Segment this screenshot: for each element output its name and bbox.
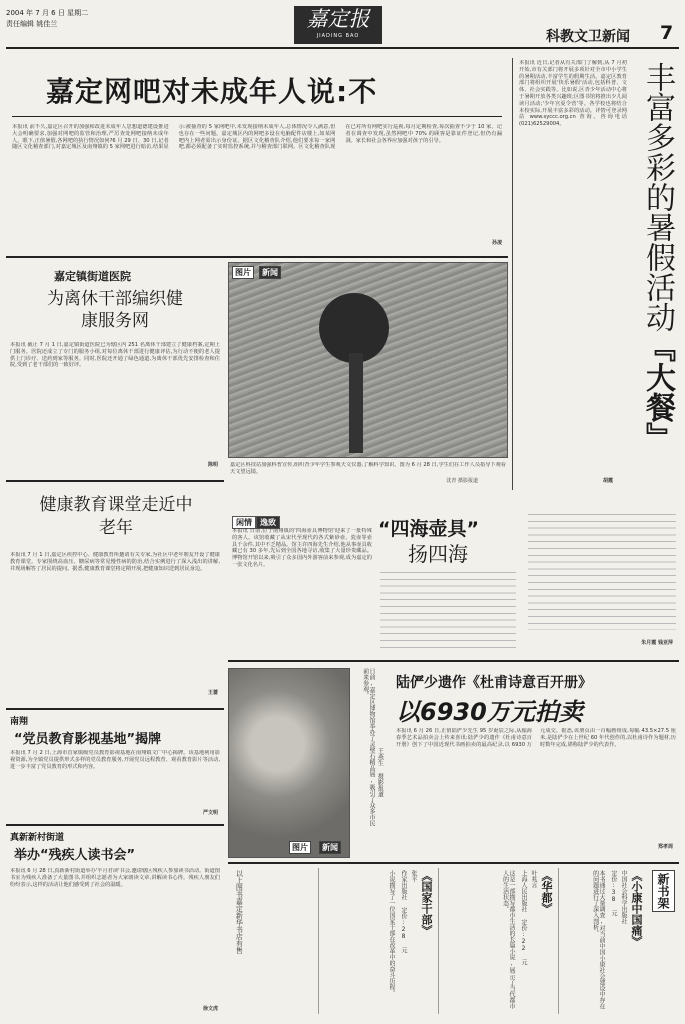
leisure-tag-2: 逸致 bbox=[256, 516, 280, 529]
masthead-logo bbox=[294, 6, 382, 44]
auction-body: 本报讯 6 月 26 日,正值陆俨少先生 95 岁诞辰之际,从翰海春季艺术品拍卖会上传来喜讯:陆俨少的遗作《杜甫诗意百开册》创下了中国近现代书画拍卖的最高纪录,以 6930 万元成交。据悉,该册页由一百幅画组成,每幅 43.5×27.5 厘米,是陆俨少在上世纪 60 年代创作的,以杜甫诗作为题材,历时数年完成,堪称陆俨少的代表作。 bbox=[396, 728, 676, 748]
health-body: 本报讯 7 月 1 日,嘉定区疾控中心、健康教育所邀请有关专家,为社区中老年朋友开设了健康教育课堂。专家围绕高血压、糖尿病等常见慢性病的防治,结合实例进行了深入浅出的讲解,并现场解答了居民的提问。据悉,健康教育课堂将定期开展,把健康知识送到居民身边。 bbox=[10, 552, 220, 572]
art-photo-tag-news: 新闻 bbox=[319, 841, 341, 854]
stone-photo bbox=[228, 668, 350, 858]
summer-headline-line3: 『大餐』 bbox=[640, 332, 675, 452]
divider-leisure bbox=[228, 660, 679, 662]
art-photo-tag-picture: 图片 bbox=[289, 841, 311, 854]
auction-headline-2: 以6930万元拍卖 bbox=[396, 698, 583, 726]
divider-lead-bottom bbox=[6, 256, 508, 258]
readers-article bbox=[6, 828, 224, 1018]
readers-headline: 举办“残疾人读书会” bbox=[14, 848, 136, 863]
party-article bbox=[6, 712, 224, 822]
section-title: 科教文卫新闻 bbox=[546, 29, 630, 45]
book-1-author: 中国社会科学出版社 bbox=[620, 870, 627, 924]
book-1-title: 《小康中国痛》 bbox=[630, 870, 643, 947]
party-headline: “党员教育影视基地”揭牌 bbox=[14, 732, 162, 747]
leisure-headline-1: “四海壶具” bbox=[378, 518, 479, 540]
art-photo-byline: 王燕生 摄影报道 bbox=[376, 748, 384, 797]
book-2-price: 上海人民出版社 定价:22 元 bbox=[520, 870, 527, 965]
summer-body: 本报讯 近日,记者从有关部门了解到,从 7 月初开始,市有关部门将开展多项针对全市中小学生的暑期活动,丰富学生的假期生活。嘉定区教育部门将组织开展'快乐暑假'活动,包括科普、文体、社会实践等。比如说,区青少年活动中心将于暑期开放各类兴趣班;区图书馆将推出少儿阅读月活动;'少年宫夏令营'等。各学校也将结合本校实际,开展丰富多彩的活动。详情可登录网站 www.syccc.org.cn 查询。咨询电话(021)62529004。 bbox=[519, 60, 627, 128]
book-item-2 bbox=[438, 868, 556, 1014]
summer-byline: 胡霞 bbox=[603, 478, 614, 484]
leisure-tag bbox=[232, 510, 280, 529]
lead-body: 本报讯 前不久,嘉定区召开的加强和改进未成年人思想道德建设推进大会明确要求,加强对网吧的监管和治理,严厉查处网吧接纳未成年人。眼下,正值暑假,各网吧的执行情况如何?6 月 29 日、30 日,记者随区文化稽查部门,对嘉定城区及南翔镇的 5 家网吧进行暗访,结果显示:被抽查的 5 家网吧中,未发现接纳未成年人,总体情况令人满意,但也存在一些问题。嘉定城区内的网吧多设在电脑配件店楼上,如某网吧内上网者需出示身份证。据区文化稽查队介绍,他们要求每一家网吧,都必须配备了实时监控系统,并与稽查部门联网。区文化稽查队现在已对所有网吧实行巡视,每月定期检查,每次抽查不少于 10 家。记者在调查中发现,虽然网吧中 70% 的顾客是靠证件登记,但仍有漏洞。家长和社会各界应加强对孩子的引导。 bbox=[12, 124, 502, 151]
bookshelf-label: 新书架 bbox=[652, 870, 675, 912]
book-1-price: 定价:38 元 bbox=[610, 870, 617, 916]
hospital-kicker: 嘉定镇街道医院 bbox=[54, 270, 131, 283]
leisure-body-right bbox=[528, 510, 676, 630]
photo-tag-picture: 图片 bbox=[232, 266, 254, 279]
leisure-tag-1: 闲情 bbox=[232, 516, 256, 529]
telescope-photo bbox=[228, 262, 508, 458]
health-byline: 王蔷 bbox=[207, 690, 218, 696]
leisure-article bbox=[228, 506, 679, 656]
readers-kicker: 真新新村街道 bbox=[10, 833, 65, 843]
editors: 责任编辑 姚佳兰 bbox=[6, 20, 58, 28]
book-1-blurb: 本书通过大量调查,对当前中国小康社会建设中存在的问题进行了深入剖析。 bbox=[591, 870, 605, 1009]
date-line: 2004 年 7 月 6 日 星期二 bbox=[6, 9, 89, 17]
photo-news-byline: 沈青 摄影报道 bbox=[446, 478, 478, 484]
book-store-note: 以上图书嘉定新华书店有售 bbox=[235, 870, 244, 954]
book-2-author: 叶兆言 bbox=[530, 870, 537, 888]
leisure-byline: 朱月霞 钱亚萍 bbox=[641, 640, 673, 646]
lead-headline: 嘉定网吧对未成年人说:不 bbox=[46, 75, 378, 108]
divider-hospital bbox=[6, 480, 224, 482]
leisure-headline-2: 扬四海 bbox=[408, 542, 468, 566]
health-headline: 健康教育课堂走近中老年 bbox=[39, 495, 193, 538]
hospital-body: 本报讯 截止 7 月 1 日,嘉定镇街道医院已为辖区内 251 名离休干部建立了健康档案,定期上门服务。医院还成立了专门的服务小组,对每位离休干部进行健康评估,为行动不便的老人提供上门诊疗、送药到家等服务。同时,医院还开通了绿色通道,为离休干部优先安排检查和住院,受到了老干部们的一致好评。 bbox=[10, 342, 220, 369]
masthead-title: 嘉定报 bbox=[306, 7, 370, 31]
summer-headline bbox=[633, 62, 677, 502]
book-3-price: 作家出版社 定价:28 元 bbox=[400, 870, 407, 953]
book-3-author: 张平 bbox=[410, 870, 417, 882]
bookshelf bbox=[228, 862, 679, 1018]
book-3-title: 《国家干部》 bbox=[420, 870, 433, 936]
auction-article bbox=[392, 668, 679, 858]
lead-rule bbox=[12, 116, 502, 117]
auction-headline-1: 陆俨少遗作《杜甫诗意百开册》 bbox=[396, 675, 592, 691]
readers-body: 本报讯 6 月 28 日,真新新村街道举办'半月君读'书会,邀请辖区残疾人参加读书活动。街道图书室为残疾人准备了大量图书,并组织志愿者为大家朗读文章,讲解读书心得。残疾人朋友们纷纷表示,这样的活动让他们感受到了社会的温暖。 bbox=[10, 868, 220, 888]
hospital-headline: 为离休干部编织健康服务网 bbox=[47, 289, 183, 331]
readers-byline: 徐文虎 bbox=[202, 1006, 218, 1012]
photo-news-caption: 嘉定区科技站加强科普宣传,组织青少年学生参观天文仪器,了解科学知识。图为 6 月 28 日,学生们在工作人员指导下观看天文望远镜。 bbox=[230, 462, 506, 475]
book-2-blurb: 这是一部描写都市生活的长篇小说,展示了当代都市人的生活状态。 bbox=[501, 870, 515, 1009]
divider-health bbox=[6, 708, 224, 710]
leisure-body-mid bbox=[380, 568, 516, 652]
header-rule bbox=[6, 47, 679, 49]
party-body: 本报讯 7 月 2 日,上海市首家镇级党员教育影视基地在南翔镇文广中心揭牌。该基地利用影视资源,为全镇党员提供形式多样的党员教育服务,开展党员远程教育、观看教育影片等活动,进一步丰富了党员教育的形式和内容。 bbox=[10, 750, 220, 770]
summer-headline-line2: 暑假活动 bbox=[640, 212, 675, 332]
hospital-article bbox=[6, 262, 224, 477]
summer-headline-line1: 丰富多彩的 bbox=[640, 62, 675, 212]
art-photo-block bbox=[228, 668, 388, 858]
header bbox=[0, 0, 685, 52]
party-kicker: 南翔 bbox=[10, 717, 29, 727]
hospital-byline: 陈明 bbox=[207, 462, 218, 468]
book-item-4 bbox=[232, 868, 316, 1014]
lead-byline: 孙凌 bbox=[491, 240, 502, 246]
photo-scene-tripod bbox=[349, 353, 363, 453]
book-item-1 bbox=[558, 868, 646, 1014]
masthead-sub: JIADING BAO bbox=[316, 33, 360, 39]
book-item-3 bbox=[318, 868, 436, 1014]
lead-article bbox=[6, 60, 508, 256]
book-2-title: 《华都》 bbox=[540, 870, 553, 914]
photo-news bbox=[228, 262, 508, 490]
health-article bbox=[6, 484, 224, 706]
leisure-body-left: 本报讯 日前,位于南翔镇的'四海壶具博物馆'迎来了一批特殊的客人。该馆收藏了从宋代至现代的各式紫砂壶、瓷壶等壶具千余件,其中不乏精品。馆主许四海先生介绍,他从事壶具收藏已有 30 多年,先后到全国各地寻访,收集了大量珍贵藏品。博物馆开馆以来,吸引了众多国内外游客前来参观,成为嘉定的一张文化名片。 bbox=[232, 528, 372, 568]
party-byline: 严文明 bbox=[202, 810, 218, 816]
photo-tag-news: 新闻 bbox=[259, 266, 281, 279]
summer-sidebar bbox=[512, 58, 679, 490]
book-3-blurb: 小说描写了一位国家干部在改革中的奋斗历程。 bbox=[388, 870, 395, 996]
auction-byline: 郑孝周 bbox=[657, 844, 673, 850]
divider-party bbox=[6, 824, 224, 826]
art-photo-caption: 日前,嘉定区博物馆举办了灵璧石精品展,吸引了众多市民前来参观。 bbox=[361, 668, 375, 826]
page-number: 7 bbox=[660, 22, 674, 44]
